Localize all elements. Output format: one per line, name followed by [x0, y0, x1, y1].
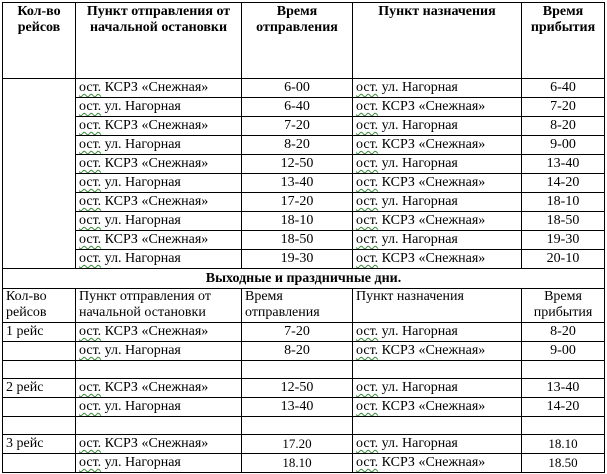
destination: [353, 193, 522, 212]
arrival-time: 18-50: [522, 212, 605, 231]
departure-time: 19-30: [242, 250, 353, 269]
destination: [353, 117, 522, 136]
arrival-time: 14-20: [522, 398, 605, 417]
departure-time: 6-00: [242, 79, 353, 98]
table-row: [3, 454, 605, 473]
table-row: [3, 155, 605, 174]
departure-point: [76, 250, 242, 269]
destination: [353, 342, 522, 361]
header-departure-point: Пункт отправления от начальной остановки: [76, 3, 242, 79]
destination-text: ост. КСРЗ «Снежная»: [356, 399, 486, 414]
departure-time: 13-40: [242, 398, 353, 417]
departure-time: 7-20: [242, 323, 353, 342]
empty-cell: [353, 417, 522, 435]
departure-point: [76, 193, 242, 212]
departure-point: [76, 454, 242, 473]
table-row: [3, 117, 605, 136]
empty-cell: [522, 361, 605, 379]
departure-point-text: ост. ул. Нагорная: [79, 399, 181, 414]
departure-point-text: ост. ул. Нагорная: [79, 455, 181, 470]
destination: [353, 212, 522, 231]
destination: [353, 79, 522, 98]
holiday-section-title: Выходные и праздничные дни.: [3, 269, 605, 289]
departure-point-text: ост. ул. Нагорная: [79, 99, 181, 114]
departure-time: 12-50: [242, 379, 353, 398]
departure-time: 18.10: [242, 454, 353, 473]
empty-cell: [242, 417, 353, 435]
departure-point-text: ост. КСРЗ «Снежная»: [79, 324, 209, 339]
destination-text: ост. КСРЗ «Снежная»: [356, 251, 486, 266]
departure-point-text: ост. ул. Нагорная: [79, 343, 181, 358]
departure-point-text: ост. ул. Нагорная: [79, 175, 181, 190]
destination: [353, 155, 522, 174]
departure-time: 18-50: [242, 231, 353, 250]
header-departure-time: Время отправления: [242, 3, 353, 79]
empty-cell: [76, 417, 242, 435]
table-row: [3, 250, 605, 269]
empty-cell: [242, 361, 353, 379]
header-arrival-time: Время прибытия: [522, 3, 605, 79]
header-trip-count: Кол-во рейсов: [3, 289, 76, 323]
header-trip-count: Кол-во рейсов: [3, 3, 76, 79]
empty-cell: [3, 417, 76, 435]
destination: [353, 323, 522, 342]
holiday-section-row: [3, 269, 605, 289]
holiday-header-row: [3, 289, 605, 323]
destination-text: ост. ул. Нагорная: [356, 80, 458, 95]
departure-time: 17.20: [242, 435, 353, 454]
trip-label: [3, 342, 76, 361]
departure-time: 8-20: [242, 136, 353, 155]
trip-label: 1 рейс: [3, 323, 76, 342]
header-departure-time: Время отправления: [242, 289, 353, 323]
destination-text: ост. КСРЗ «Снежная»: [356, 213, 486, 228]
arrival-time: 20-10: [522, 250, 605, 269]
arrival-time: 9-00: [522, 136, 605, 155]
arrival-time: 18-10: [522, 193, 605, 212]
departure-point-text: ост. КСРЗ «Снежная»: [79, 156, 209, 171]
table-row: [3, 398, 605, 417]
header-destination: Пункт назначения: [353, 289, 522, 323]
departure-point-text: ост. КСРЗ «Снежная»: [79, 194, 209, 209]
destination: [353, 231, 522, 250]
arrival-time: 18.50: [522, 454, 605, 473]
arrival-time: 7-20: [522, 98, 605, 117]
departure-point: [76, 136, 242, 155]
destination-text: ост. ул. Нагорная: [356, 436, 458, 451]
weekday-header-row: [3, 3, 605, 79]
table-row: [3, 342, 605, 361]
departure-point: [76, 398, 242, 417]
header-departure-point: Пункт отправления от начальной остановки: [76, 289, 242, 323]
table-row: [3, 98, 605, 117]
empty-cell: [76, 361, 242, 379]
empty-cell: [522, 417, 605, 435]
destination: [353, 379, 522, 398]
empty-cell: [353, 361, 522, 379]
arrival-time: 8-20: [522, 323, 605, 342]
departure-time: 8-20: [242, 342, 353, 361]
trip-label: 2 рейс: [3, 379, 76, 398]
departure-time: 12-50: [242, 155, 353, 174]
trip-count-cell: [3, 79, 76, 269]
destination-text: ост. КСРЗ «Снежная»: [356, 137, 486, 152]
table-row: [3, 231, 605, 250]
departure-point-text: ост. ул. Нагорная: [79, 251, 181, 266]
destination-text: ост. ул. Нагорная: [356, 232, 458, 247]
departure-point: [76, 379, 242, 398]
destination-text: ост. ул. Нагорная: [356, 194, 458, 209]
departure-point: [76, 155, 242, 174]
arrival-time: 19-30: [522, 231, 605, 250]
destination-text: ост. ул. Нагорная: [356, 324, 458, 339]
destination: [353, 250, 522, 269]
table-row: [3, 136, 605, 155]
departure-time: 6-40: [242, 98, 353, 117]
departure-point: [76, 323, 242, 342]
destination-text: ост. КСРЗ «Снежная»: [356, 175, 486, 190]
table-row: [3, 174, 605, 193]
departure-time: 17-20: [242, 193, 353, 212]
table-row: [3, 193, 605, 212]
arrival-time: 13-40: [522, 155, 605, 174]
departure-point: [76, 435, 242, 454]
destination-text: ост. КСРЗ «Снежная»: [356, 99, 486, 114]
trip-label: [3, 454, 76, 473]
table-row: [3, 379, 605, 398]
departure-point: [76, 342, 242, 361]
header-arrival-time: Время прибытия: [522, 289, 605, 323]
arrival-time: 14-20: [522, 174, 605, 193]
header-destination: Пункт назначения: [353, 3, 522, 79]
table-row: [3, 435, 605, 454]
arrival-time: 18.10: [522, 435, 605, 454]
destination-text: ост. ул. Нагорная: [356, 118, 458, 133]
destination-text: ост. ул. Нагорная: [356, 380, 458, 395]
departure-point-text: ост. КСРЗ «Снежная»: [79, 80, 209, 95]
departure-time: 7-20: [242, 117, 353, 136]
destination: [353, 98, 522, 117]
departure-point: [76, 212, 242, 231]
table-row: [3, 323, 605, 342]
empty-cell: [3, 361, 76, 379]
departure-point: [76, 117, 242, 136]
departure-point-text: ост. КСРЗ «Снежная»: [79, 436, 209, 451]
arrival-time: 13-40: [522, 379, 605, 398]
destination: [353, 174, 522, 193]
spacer-row: [3, 361, 605, 379]
destination: [353, 398, 522, 417]
table-row: [3, 79, 605, 98]
departure-point-text: ост. КСРЗ «Снежная»: [79, 380, 209, 395]
departure-point-text: ост. КСРЗ «Снежная»: [79, 118, 209, 133]
destination-text: ост. ул. Нагорная: [356, 156, 458, 171]
table-row: [3, 212, 605, 231]
departure-point: [76, 174, 242, 193]
departure-point: [76, 231, 242, 250]
departure-point: [76, 79, 242, 98]
trip-label: 3 рейс: [3, 435, 76, 454]
arrival-time: 8-20: [522, 117, 605, 136]
schedule-table: [2, 2, 605, 473]
departure-time: 13-40: [242, 174, 353, 193]
destination: [353, 454, 522, 473]
departure-point-text: ост. ул. Нагорная: [79, 137, 181, 152]
departure-point: [76, 98, 242, 117]
spacer-row: [3, 417, 605, 435]
trip-label: [3, 398, 76, 417]
destination-text: ост. КСРЗ «Снежная»: [356, 455, 486, 470]
destination: [353, 435, 522, 454]
destination-text: ост. КСРЗ «Снежная»: [356, 343, 486, 358]
departure-point-text: ост. ул. Нагорная: [79, 213, 181, 228]
departure-time: 18-10: [242, 212, 353, 231]
departure-point-text: ост. КСРЗ «Снежная»: [79, 232, 209, 247]
destination: [353, 136, 522, 155]
arrival-time: 9-00: [522, 342, 605, 361]
arrival-time: 6-40: [522, 79, 605, 98]
